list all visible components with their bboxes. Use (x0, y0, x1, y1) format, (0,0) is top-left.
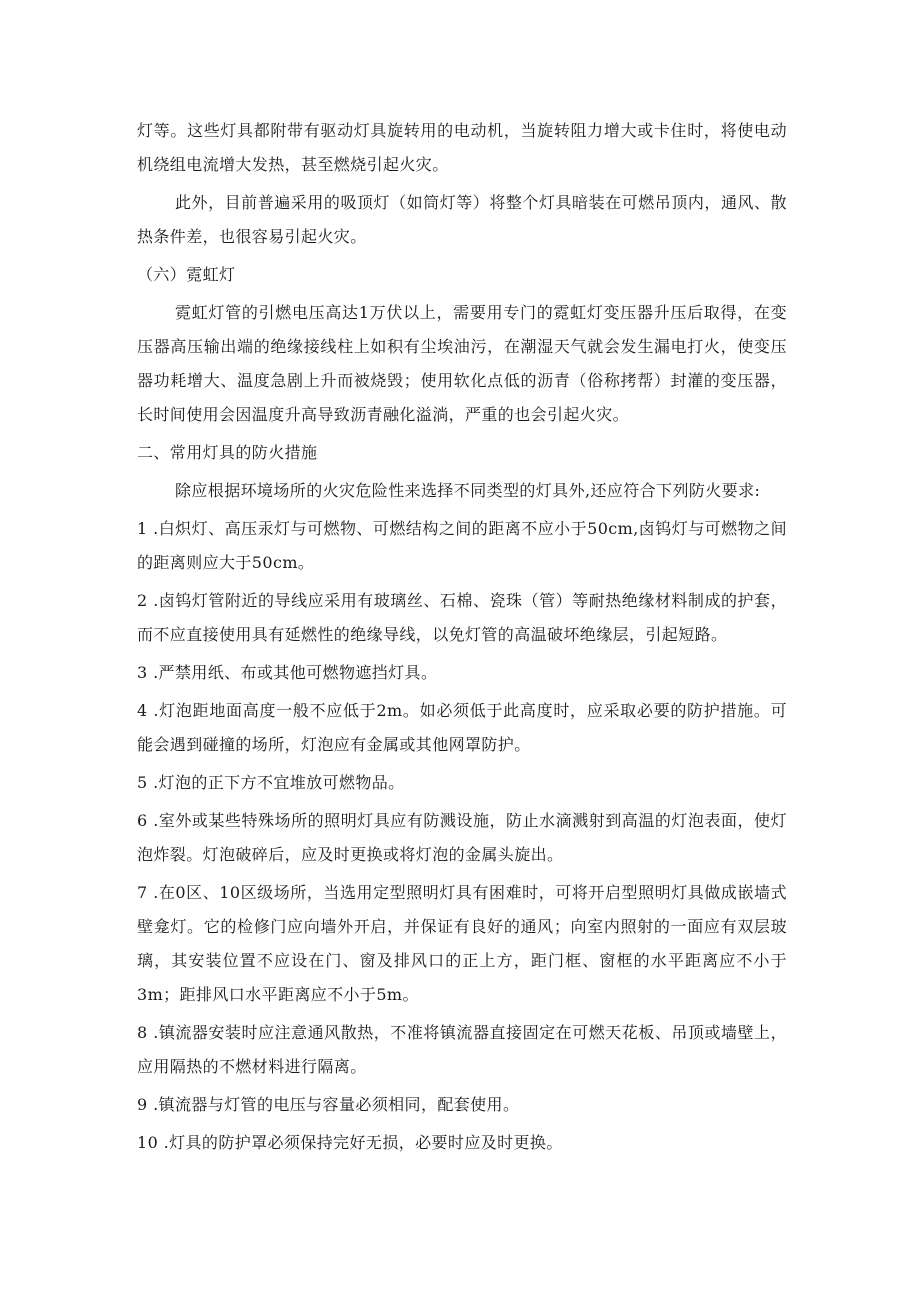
list-item-6: 6 .室外或某些特殊场所的照明灯具应有防溅设施，防止水滴溅射到高温的灯泡表面，使灯泡炸裂。灯泡破碎后，应及时更换或将灯泡的金属头旋出。 (137, 811, 787, 864)
document-body (137, 114, 787, 1164)
list-item-2: 2 .卤钨灯管附近的导线应采用有玻璃丝、石棉、瓷珠（管）等耐热绝缘材料制成的护套，而不应直接使用具有延燃性的绝缘导线，以免灯管的高温破坏绝缘层，引起短路。 (137, 591, 787, 644)
list-item-3: 3 .严禁用纸、布或其他可燃物遮挡灯具。 (137, 663, 438, 682)
list-item-1: 1 .白炽灯、高压汞灯与可燃物、可燃结构之间的距离不应小于50cm,卤钨灯与可燃物之间的距离则应大于50cm。 (137, 519, 787, 572)
paragraph-measures-intro: 除应根据环境场所的火灾危险性来选择不同类型的灯具外,还应符合下列防火要求: (175, 481, 761, 500)
list-item-5: 5 .灯泡的正下方不宜堆放可燃物品。 (137, 773, 405, 792)
section-heading-neon: （六）霓虹灯 (137, 265, 236, 284)
paragraph-neon-lamps: 霓虹灯管的引燃电压高达1万伏以上，需要用专门的霓虹灯变压器升压后取得，在变压器高压输出端的绝缘接线柱上如积有尘埃油污，在潮湿天气就会发生漏电打火，使变压器功耗增大、温度急剧上升而被烧毁；使用软化点低的沥青（俗称拷帮）封灌的变压器，长时间使用会因温度升高导致沥青融化溢淌，严重的也会引起火灾。 (137, 303, 787, 424)
paragraph-ceiling-lamps: 此外，目前普遍采用的吸顶灯（如筒灯等）将整个灯具暗装在可燃吊顶内，通风、散热条件差，也很容易引起火灾。 (137, 193, 787, 246)
list-item-9: 9 .镇流器与灯管的电压与容量必须相同，配套使用。 (137, 1095, 520, 1114)
list-item-10: 10 .灯具的防护罩必须保持完好无损，必要时应及时更换。 (137, 1133, 563, 1152)
section-heading-fire-measures: 二、常用灯具的防火措施 (137, 443, 318, 462)
list-item-7: 7 .在0区、10区级场所，当选用定型照明灯具有困难时，可将开启型照明灯具做成嵌墙式壁龛灯。它的检修门应向墙外开启，并保证有良好的通风；向室内照射的一面应有双层玻璃，其安装位置不应设在门、窗及排风口的正上方，距门框、窗框的水平距离应不小于3m；距排风口水平距离应不小于5m。 (137, 883, 787, 1004)
list-item-4: 4 .灯泡距地面高度一般不应低于2m。如必须低于此高度时，应采取必要的防护措施。可能会遇到碰撞的场所，灯泡应有金属或其他网罩防护。 (137, 701, 787, 754)
paragraph-motor-lamps: 灯等。这些灯具都附带有驱动灯具旋转用的电动机，当旋转阻力增大或卡住时，将使电动机绕组电流增大发热，甚至燃烧引起火灾。 (137, 121, 787, 174)
list-item-8: 8 .镇流器安装时应注意通风散热，不准将镇流器直接固定在可燃天花板、吊顶或墙壁上，应用隔热的不燃材料进行隔离。 (137, 1023, 787, 1076)
